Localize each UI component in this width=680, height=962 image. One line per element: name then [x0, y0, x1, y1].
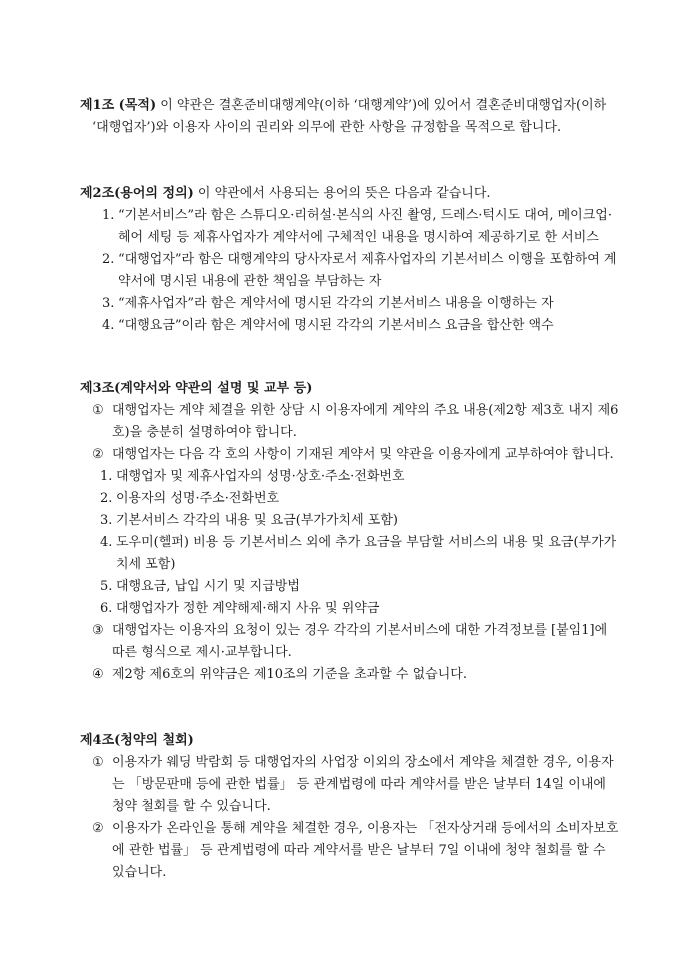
article-3-subitem-3: [80, 510, 620, 532]
article-3-clause-4: [80, 664, 620, 686]
article-2-body: 이 약관에서 사용되는 용어의 뜻은 다음과 같습니다.: [193, 186, 491, 201]
clause-number: ①: [92, 755, 104, 770]
article-3-subitem-5: [80, 576, 620, 598]
item-text: 이용자의 성명·주소·전화번호: [116, 491, 280, 506]
clause-number: ③: [92, 623, 104, 638]
item-number: 4.: [102, 318, 115, 333]
clause-number: ④: [92, 667, 104, 682]
article-3: [80, 378, 620, 686]
article-1-paragraph: [80, 95, 620, 139]
article-3-clause-1: [80, 400, 620, 444]
article-1-body: 이 약관은 결혼준비대행계약(이하 ‘대행계약’)에 있어서 결혼준비대행업자(이하 ‘대행업자’)와 이용자 사이의 권리와 의무에 관한 사항을 규정함을 목적으로 합니다.: [92, 98, 607, 135]
clause-text: 이용자가 웨딩 박람회 등 대행업자의 사업장 이외의 장소에서 계약을 체결한 경우, 이용자는 「방문판매 등에 관한 법률」 등 관계법령에 따라 계약서를 받은 날부터 14일 이내에 청약 철회를 할 수 있습니다.: [112, 755, 614, 814]
article-2-paragraph: [80, 183, 620, 205]
item-number: 2.: [100, 491, 113, 506]
clause-number: ①: [92, 403, 104, 418]
article-2-heading: 제2조(용어의 정의): [80, 186, 194, 201]
article-3-paragraph: [80, 378, 620, 400]
item-text: 대행업자가 정한 계약해제·해지 사유 및 위약금: [116, 601, 380, 616]
article-3-clause-2: [80, 444, 620, 466]
item-text: “기본서비스”라 함은 스튜디오·리허설·본식의 사진 촬영, 드레스·턱시도 대여, 메이크업·헤어 세팅 등 제휴사업자가 계약서에 구체적인 내용을 명시하여 제공하기로 한 서비스: [118, 208, 612, 245]
article-3-subitem-6: [80, 598, 620, 620]
clause-text: 대행업자는 다음 각 호의 사항이 기재된 계약서 및 약관을 이용자에게 교부하여야 합니다.: [112, 447, 614, 462]
item-number: 4.: [100, 535, 113, 550]
article-3-heading: 제3조(계약서와 약관의 설명 및 교부 등): [80, 381, 313, 396]
clause-text: 대행업자는 이용자의 요청이 있는 경우 각각의 기본서비스에 대한 가격정보를 [붙임1]에 따른 형식으로 제시·교부합니다.: [112, 623, 608, 660]
article-1: [80, 95, 620, 139]
clause-text: 대행업자는 계약 체결을 위한 상담 시 이용자에게 계약의 주요 내용(제2항 제3호 내지 제6호)을 충분히 설명하여야 합니다.: [112, 403, 619, 440]
clause-text: 제2항 제6호의 위약금은 제10조의 기준을 초과할 수 없습니다.: [112, 667, 467, 682]
article-2: [80, 183, 620, 337]
item-text: “제휴사업자”라 함은 계약서에 명시된 각각의 기본서비스 내용을 이행하는 자: [118, 296, 554, 311]
article-4-paragraph: [80, 730, 620, 752]
item-number: 2.: [102, 252, 115, 267]
article-1-heading: 제1조 (목적): [80, 98, 157, 113]
article-3-clause-3: [80, 620, 620, 664]
item-text: “대행요금”이라 함은 계약서에 명시된 각각의 기본서비스 요금을 합산한 액수: [118, 318, 554, 333]
article-4-clause-1: [80, 752, 620, 818]
clause-number: ②: [92, 821, 104, 836]
item-text: 대행요금, 납입 시기 및 지급방법: [116, 579, 300, 594]
article-2-item-2: [80, 249, 620, 293]
item-number: 5.: [100, 579, 113, 594]
article-3-subitem-4: [80, 532, 620, 576]
item-number: 1.: [100, 469, 113, 484]
item-number: 3.: [102, 296, 115, 311]
item-number: 1.: [102, 208, 115, 223]
article-4: [80, 730, 620, 884]
clause-text: 이용자가 온라인을 통해 계약을 체결한 경우, 이용자는 「전자상거래 등에서의 소비자보호에 관한 법률」 등 관계법령에 따라 계약서를 받은 날부터 7일 이내에 청약 철회를 할 수 있습니다.: [112, 821, 619, 880]
item-text: 대행업자 및 제휴사업자의 성명·상호·주소·전화번호: [116, 469, 405, 484]
article-2-item-4: [80, 315, 620, 337]
article-2-item-3: [80, 293, 620, 315]
clause-number: ②: [92, 447, 104, 462]
item-text: 기본서비스 각각의 내용 및 요금(부가가치세 포함): [116, 513, 398, 528]
item-number: 3.: [100, 513, 113, 528]
article-4-clause-2: [80, 818, 620, 884]
article-4-heading: 제4조(청약의 철회): [80, 733, 194, 748]
item-text: 도우미(헬퍼) 비용 등 기본서비스 외에 추가 요금을 부담할 서비스의 내용 및 요금(부가가치세 포함): [116, 535, 617, 572]
item-number: 6.: [100, 601, 113, 616]
article-3-subitem-2: [80, 488, 620, 510]
item-text: “대행업자”라 함은 대행계약의 당사자로서 제휴사업자의 기본서비스 이행을 포함하여 계약서에 명시된 내용에 관한 책임을 부담하는 자: [118, 252, 617, 289]
article-3-subitem-1: [80, 466, 620, 488]
article-2-item-1: [80, 205, 620, 249]
